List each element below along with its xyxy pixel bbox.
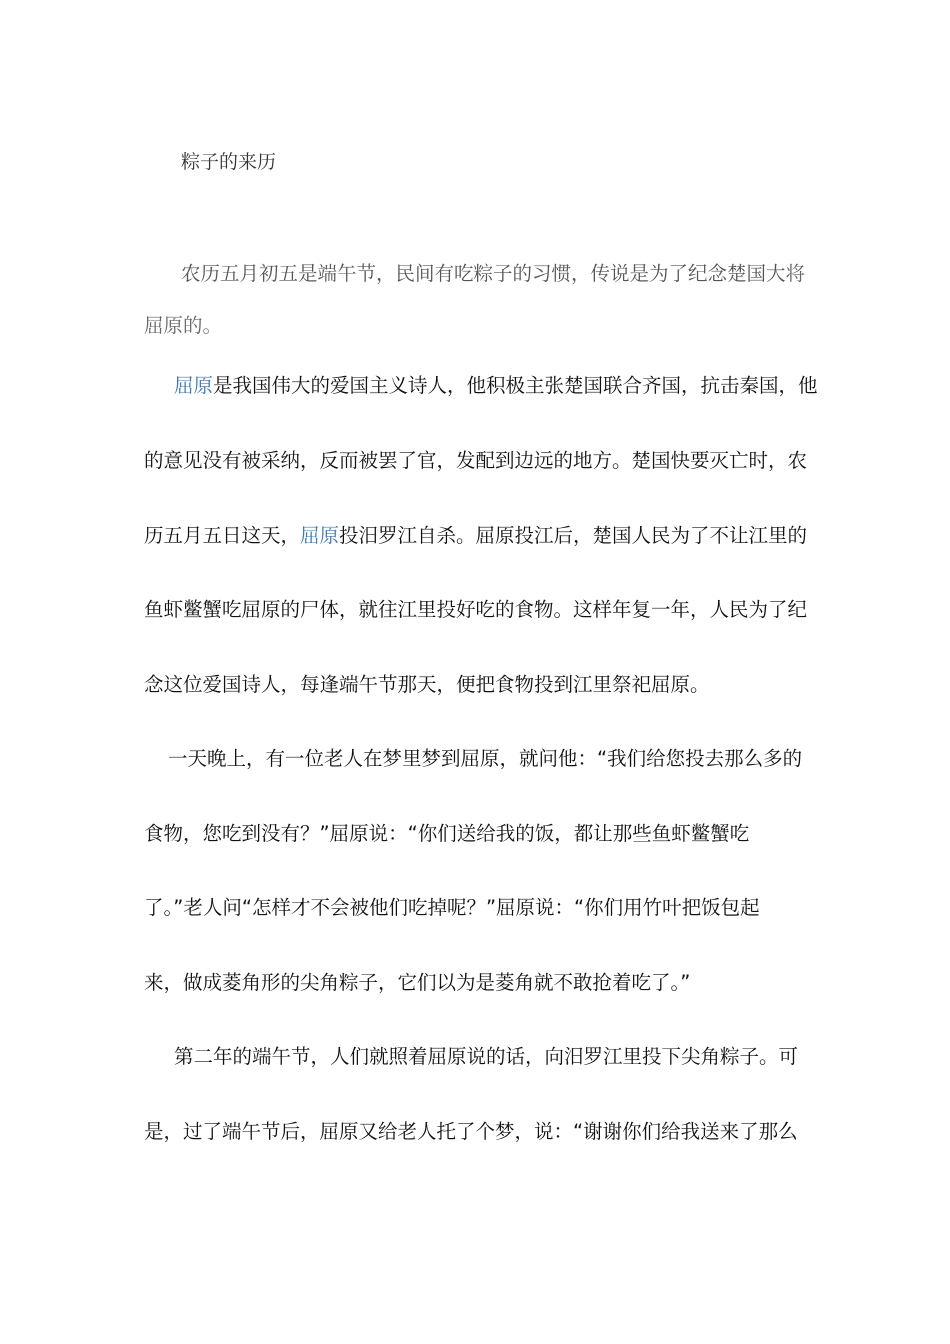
paragraph-2-line-1 [174, 374, 818, 398]
paragraph-3-line-1: 一天晚上，有一位老人在梦里梦到屈原，就问他：“我们给您投去那么多的 [168, 747, 803, 770]
paragraph-4-line-1: 第二年的端午节，人们就照着屈原说的话，向汨罗江里投下尖角粽子。可 [174, 1045, 799, 1068]
paragraph-3-line-4: 来，做成菱角形的尖角粽子，它们以为是菱角就不敢抢着吃了。” [144, 971, 691, 994]
page-title: 粽子的来历 [181, 151, 277, 173]
paragraph-2-line-3-pre: 历五月五日这天， [144, 524, 301, 547]
paragraph-2-line-1-text: 是我国伟大的爱国主义诗人，他积极主张楚国联合齐国，抗击秦国，他 [213, 374, 818, 397]
paragraph-2-line-3 [144, 524, 807, 548]
paragraph-2-line-5: 念这位爱国诗人，每逢端午节那天，便把食物投到江里祭祀屈原。 [144, 673, 710, 696]
paragraph-2-line-4: 鱼虾鳖蟹吃屈原的尸体，就往江里投好吃的食物。这样年复一年，人民为了纪 [144, 598, 808, 621]
quyuan-link-1[interactable]: 屈原 [174, 374, 214, 397]
paragraph-1-line-2: 屈原的。 [144, 314, 223, 337]
paragraph-1-line-1 [181, 262, 805, 286]
paragraph-3-line-3: 了。”老人问“怎样才不会被他们吃掉呢？”屈原说：“你们用竹叶把饭包起 [144, 896, 760, 919]
paragraph-3-line-2: 食物，您吃到没有？”屈原说：“你们送给我的饭，都让那些鱼虾鳖蟹吃 [144, 822, 750, 845]
paragraph-1-line-1-tail: 将 [785, 262, 806, 285]
paragraph-4-line-2: 是，过了端午节后，屈原又给老人托了个梦，说：“谢谢你们给我送来了那么 [144, 1120, 798, 1143]
paragraph-2-line-2: 的意见没有被采纳，反而被罢了官，发配到边远的地方。楚国快要灭亡时，农 [144, 449, 808, 472]
paragraph-1-line-1-text: 农历五月初五是端午节，民间有吃粽子的习惯，传说是为了纪念楚国大 [181, 262, 786, 285]
quyuan-link-2[interactable]: 屈原 [300, 524, 340, 547]
paragraph-2-line-3-post: 投汨罗江自杀。屈原投江后，楚国人民为了不让江里的 [339, 524, 808, 547]
